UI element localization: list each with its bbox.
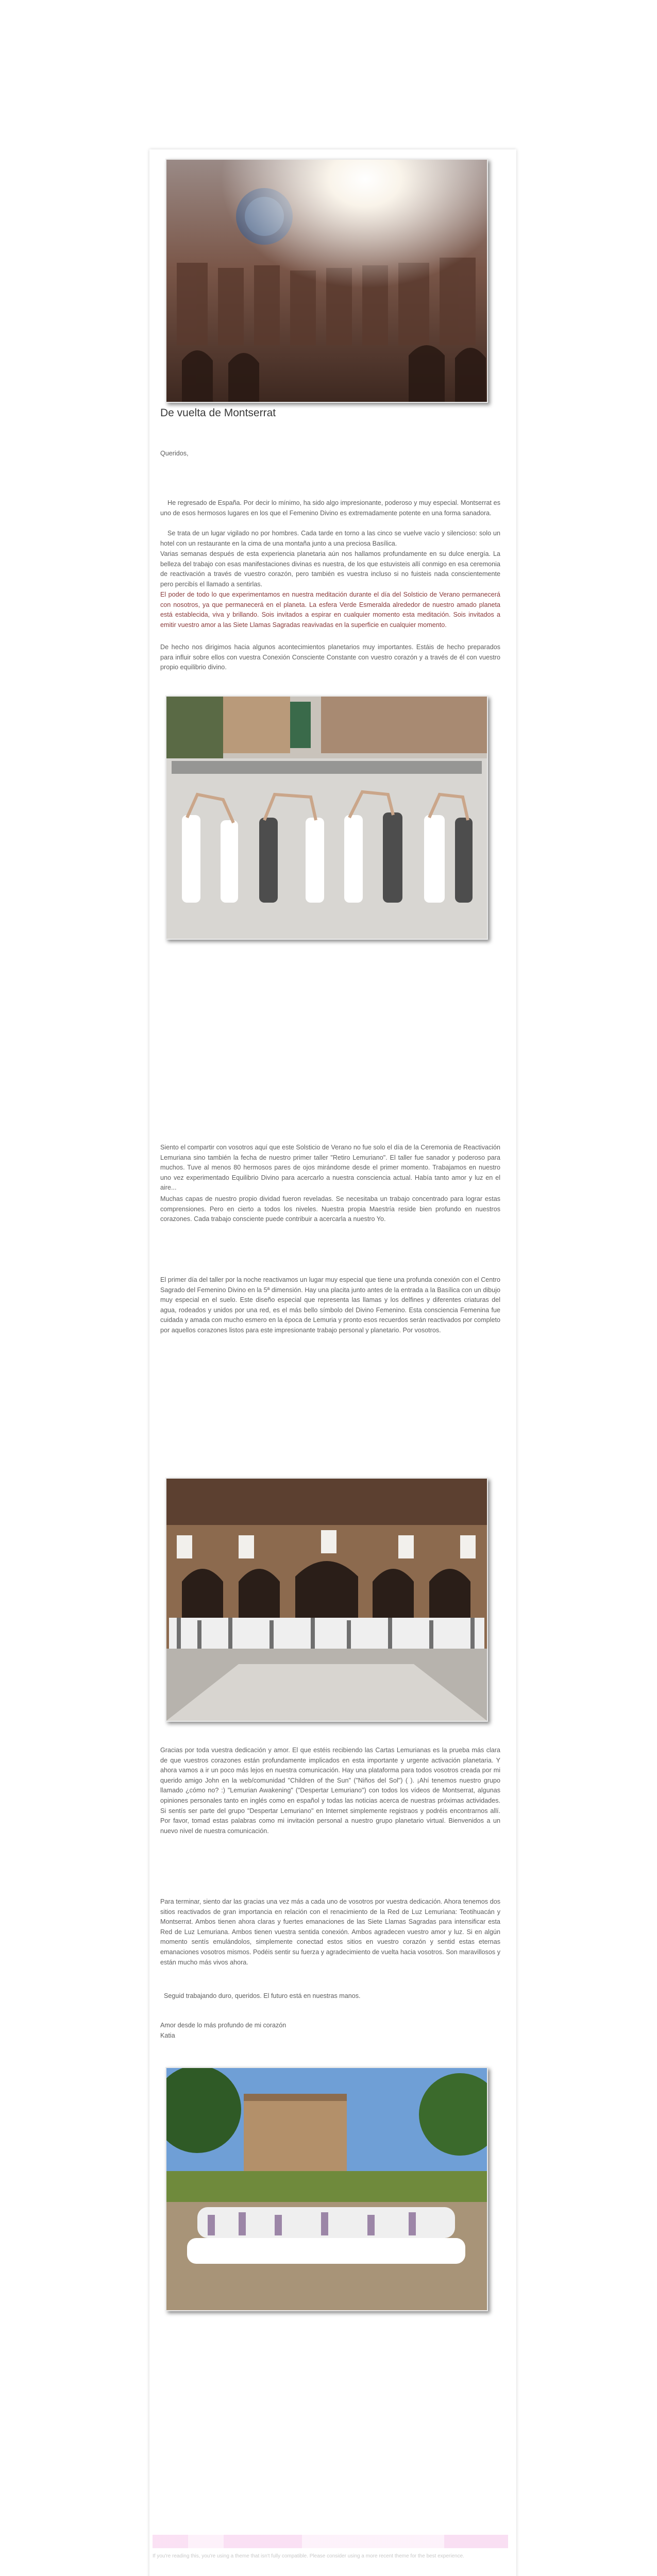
footer-strip xyxy=(153,2535,508,2548)
paragraph: He regresado de España. Por decir lo mínimo, ha sido algo impresionante, poderoso y muy especial. Montserrat es uno de esos hermosos lugares en los que el Femenino Divino es extremadamente potente en una forma sanadora. xyxy=(160,499,500,517)
paragraph: Siento el compartir con vosotros aquí que este Solsticio de Verano no fue solo el día de la Ceremonia de Reactivación Lemuriana sino también la fecha de nuestro primer taller "Retiro Lemuriano". El taller fue sanador y poderoso para muchos. Tuve al menos 80 hermosos pares de ojos mirándome desde el primer momento. Trabajamos en nuestro uno vez experimentado Equilibrio Divino para acercarlo a nuestra consciencia actual. Había tanto amor y luz en el aire... xyxy=(160,1144,500,1192)
paragraph: Varias semanas después de esta experiencia planetaria aún nos hallamos profundamente en su dulce energía. La belleza del trabajo con esas manifestaciones divinas es nuestra, de los que estuvisteis allí conmigo en esa ceremonia de reactivación a través de vuestro corazón, pero también es vuestra incluso si no fuisteis nada conscientemente pero percibís el llamado a sentirlas. xyxy=(160,550,500,588)
basilica-courtyard-photo xyxy=(165,1478,488,1722)
paragraph: Gracias por toda vuestra dedicación y amor. El que estéis recibiendo las Cartas Lemurianas es la prueba más clara de que vuestros corazones están profundamente implicados en esta importante y urgente activación planetaria. Y ahora vamos a ir un poco más lejos en nuestra comunicación. Hay una plataforma para todos vosotros creada por mi querido amigo John en la web/comunidad "Children of the Sun" ("Niños del Sol") ( ). ¡Ahí tenemos nuestro grupo llamado ¿cómo no? :) "Lemurian Awakening" ("Despertar Lemuriano") con todos los vídeos de Montserrat, algunas opiniones personales tanto en inglés como en español y todas las noticias acerca de nuestras próximas actividades. Si sentís ser parte del grupo "Despertar Lemuriano" en Internet simplemente registraos y podréis encontrarnos allí. Por favor, tomad estas palabras como mi invitación personal a nuestro grupo planetario virtual. Bienvenidos a un nuevo nivel de nuestra comunicación. xyxy=(160,1747,500,1835)
basilica-facade-photo xyxy=(165,159,488,403)
paragraph: Muchas capas de nuestro propio dividad fueron reveladas. Se necesitaba un trabajo concentrado para lograr estas comprensiones. Pero en cierto a todos los niveles. Nuestra propia Maestría reside bien profundo en nuestros corazones. Cada trabajo consciente puede contribuir a acercarla a nuestro Yo. xyxy=(160,1195,500,1223)
circle-ceremony-photo xyxy=(165,696,488,940)
paragraph: Para terminar, siento dar las gracias una vez más a cada uno de vosotros por vuestra dedicación. Ahora tenemos dos sitios reactivados de gran importancia en relación con el renacimiento de la Red de Luz Lemuriana: Teotihuacán y Montserrat. Ambos tienen ahora claras y fuertes emanaciones de las Siete Llamas Sagradas para intensificar esta Red de Luz Lemuriana. Ambos tienen vuestra sentida conexión. Ambos agradecen vuestro amor y luz. Si en algún momento sentís emulándolos, simplemente conectad estos sitios en vuestro corazón y sentid estas eternas emanaciones vosotros mismos. Podéis sentir su fuerza y agradecimiento de vuelta hacia vosotros. Son maravillosos y están mucho más vivos ahora. xyxy=(160,1898,500,1966)
paragraph: Seguid trabajando duro, queridos. El futuro está en nuestras manos. xyxy=(164,1992,361,1999)
closing-line: Amor desde lo más profundo de mi corazón xyxy=(160,2022,287,2029)
page-title: De vuelta de Montserrat xyxy=(160,407,276,419)
paragraph: El poder de todo lo que experimentamos en nuestra meditación durante el día del Solsticio de Verano permanecerá con nosotros, ya que permanecerá en el planeta. La esfera Verde Esmeralda alrededor de nuestro amado planeta está establecida, viva y brillando. Sois invitados a espirar en cualquier momento esta meditación. Sois invitados a emitir vuestro amor a las Siete Llamas Sagradas reavivadas en la superficie en cualquier momento. xyxy=(160,591,500,629)
paragraph: De hecho nos dirigimos hacia algunos acontecimientos planetarios muy importantes. Estáis de hecho preparados para influir sobre ellos con vuestra Conexión Consciente Constante con vuestro corazón y a través de él con vuestro propio equilibrio divino. xyxy=(160,643,500,671)
paragraph: El primer día del taller por la noche reactivamos un lugar muy especial que tiene una profunda conexión con el Centro Sagrado del Femenino Divino en la 5ª dimensión. Hay una placita junto antes de la entrada a la Basílica con un dibujo muy especial en el suelo. Este diseño especial que representa las llamas y los delfines y diferentes criaturas del agua, rodeados y unidos por una red, es el más bello símbolo del Divino Femenino. Esta consciencia Femenina fue cuidada y amada con mucho esmero en la época de Lemuria y pronto esos recuerdos serán reactivados por completo por aquellos corazones listos para este impresionante trabajo personal y planetario. Por vosotros. xyxy=(160,1276,500,1334)
group-photo xyxy=(165,2067,488,2311)
signature: Katia xyxy=(160,2032,175,2039)
paragraph: Se trata de un lugar vigilado no por hombres. Cada tarde en torno a las cinco se vuelve vacío y silencioso: solo un hotel con un restaurante en la cima de una montaña junto a una preciosa Basílica. xyxy=(160,530,500,547)
footer-note: If you're reading this, you're using a theme that isn't fully compatible. Please consider using a more recent theme for the best experience. xyxy=(153,2553,464,2559)
paragraph-greeting: Queridos, xyxy=(160,450,189,457)
